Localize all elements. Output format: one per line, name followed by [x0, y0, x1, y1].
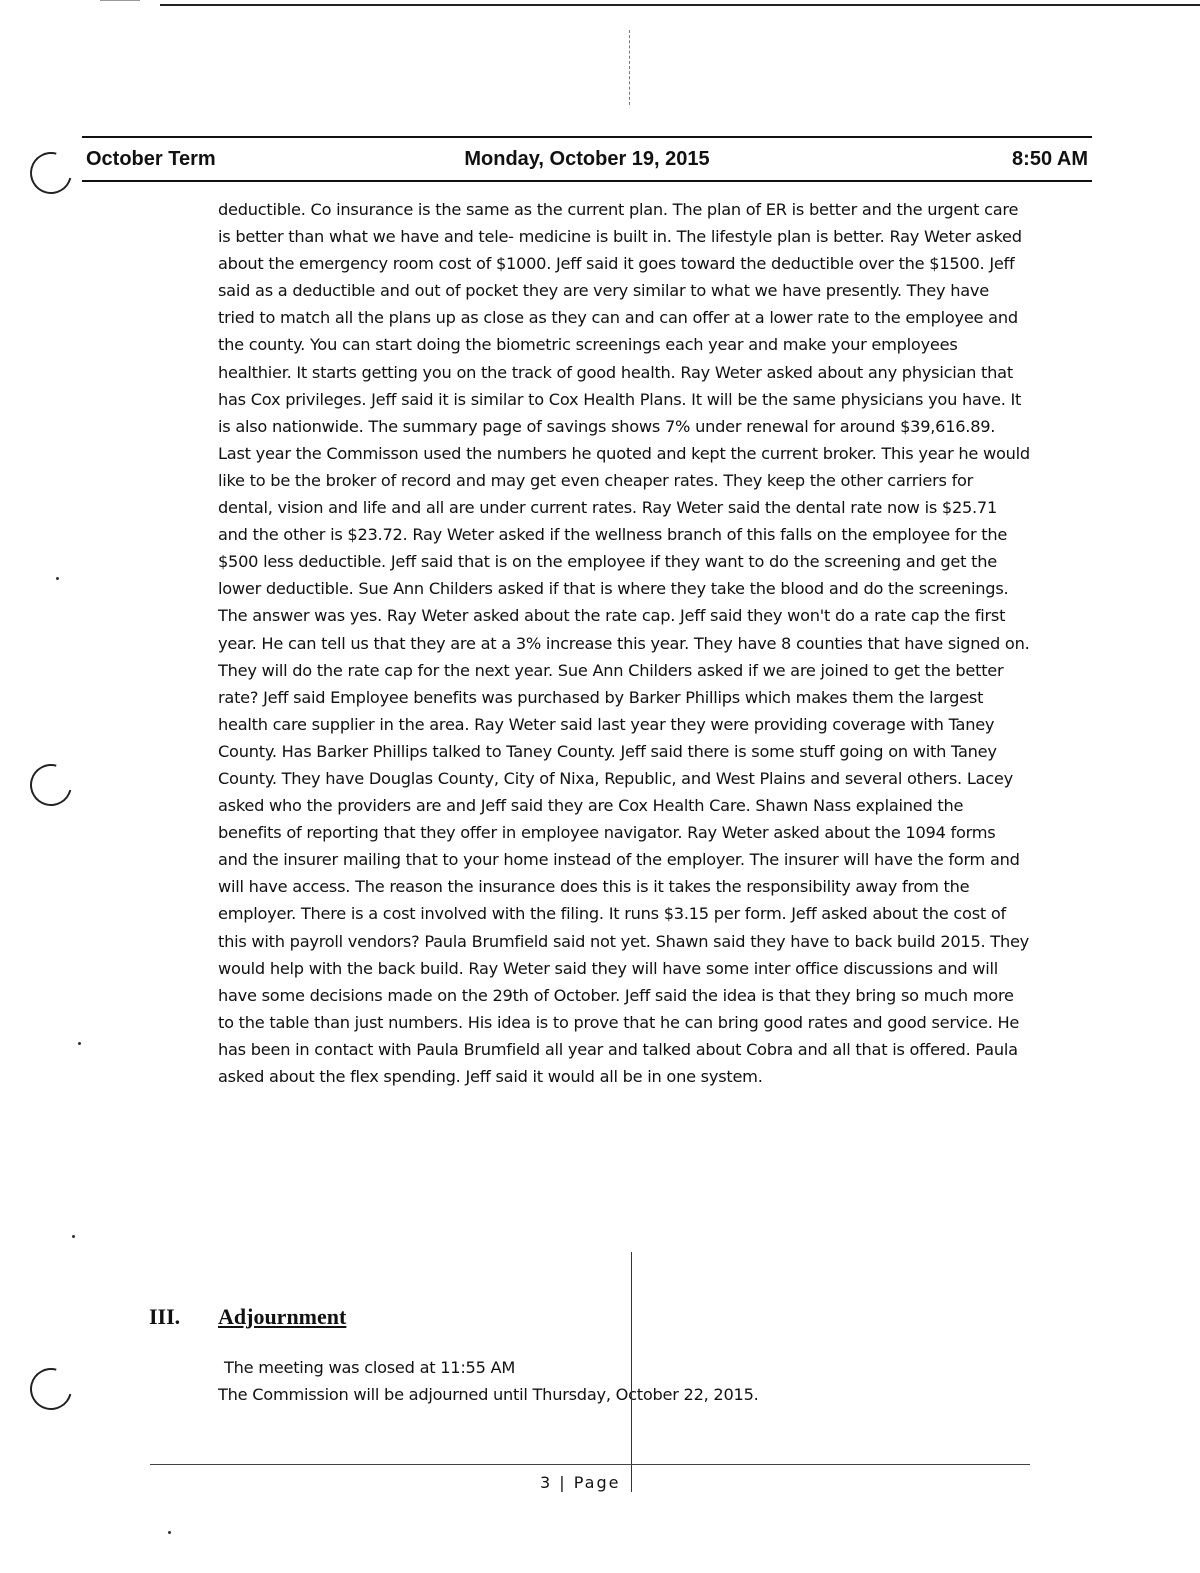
scan-speck — [56, 577, 59, 580]
page-number: 3 | Page — [540, 1473, 621, 1492]
binder-hole-icon — [22, 1360, 79, 1417]
adjournment-next-date: The Commission will be adjourned until Thursday, October 22, 2015. — [218, 1385, 759, 1404]
page-header — [82, 136, 1092, 182]
binder-hole-icon — [22, 144, 79, 201]
scan-speck — [72, 1235, 75, 1238]
minutes-paragraph: deductible. Co insurance is the same as the current plan. The plan of ER is better and the urgent care is better than what we have and tele- medicine is built in. The lifestyle plan is better. Ray Weter asked about the emergency room cost of $1000. Jeff said it goes toward the deductible over the $1500. Jeff said as a deductible and out of pocket they are very similar to what we have presently. They have tried to match all the plans up as close as they can and can offer at a lower rate to the employee and the county. You can start doing the biometric screenings each year and make your employees healthier. It starts getting you on the track of good health. Ray Weter asked about any physician that has Cox privileges. Jeff said it is similar to Cox Health Plans. It will be the same physicians you have. It is also nationwide. The summary page of savings shows 7% under renewal for around $39,616.89. Last year the Commisson used the numbers he quoted and kept the current broker. This year he would like to be the broker of record and may get even cheaper rates. They keep the other carriers for dental, vision and life and all are under current rates. Ray Weter said the dental rate now is $25.71 and the other is $23.72. Ray Weter asked if the wellness branch of this falls on the employee for the $500 less deductible. Jeff said that is on the employee if they want to do the screening and get the lower deductible. Sue Ann Childers asked if that is where they take the blood and do the screenings. The answer was yes. Ray Weter asked about the rate cap. Jeff said they won't do a rate cap the first year. He can tell us that they are at a 3% increase this year. They have 8 counties that have signed on. They will do the rate cap for the next year. Sue Ann Childers asked if we are joined to get the better rate? Jeff said Employee benefits was purchased by Barker Phillips which makes them the largest health care supplier in the area. Ray Weter said last year they were providing coverage with Taney County. Has Barker Phillips talked to Taney County. Jeff said there is some stuff going on with Taney County. They have Douglas County, City of Nixa, Republic, and West Plains and several others. Lacey asked who the providers are and Jeff said they are Cox Health Care. Shawn Nass explained the benefits of reporting that they offer in employee navigator. Ray Weter asked about the 1094 forms and the insurer mailing that to your home instead of the employer. The insurer will have the form and will have access. The reason the insurance does this is it takes the responsibility away from the employer. There is a cost involved with the filing. It runs $3.15 per form. Jeff asked about the cost of this with payroll vendors? Paula Brumfield said not yet. Shawn said they have to back build 2015. They would help with the back build. Ray Weter said they will have some inter office discussions and will have some decisions made on the 29th of October. Jeff said the idea is that they bring so much more to the table than just numbers. His idea is to prove that he can bring good rates and good service. He has been in contact with Paula Brumfield all year and talked about Cobra and all that is offered. Paula asked about the flex spending. Jeff said it would all be in one system. — [218, 200, 1030, 1086]
section-title: Adjournment — [218, 1304, 347, 1329]
header-term: October Term — [86, 148, 216, 170]
scan-artifact-line — [631, 1252, 632, 1492]
scan-artifact-line — [629, 30, 630, 105]
adjournment-closed-time: The meeting was closed at 11:55 AM — [224, 1358, 516, 1377]
header-date: Monday, October 19, 2015 — [464, 148, 710, 170]
footer-rule — [150, 1464, 1030, 1465]
scan-top-rule — [160, 4, 1200, 6]
scan-speck — [78, 1042, 81, 1045]
header-time: 8:50 AM — [1012, 148, 1088, 170]
scan-speck — [168, 1531, 171, 1534]
scan-edge-mark — [100, 0, 140, 1]
section-number: III. — [149, 1304, 181, 1329]
binder-hole-icon — [22, 756, 79, 813]
